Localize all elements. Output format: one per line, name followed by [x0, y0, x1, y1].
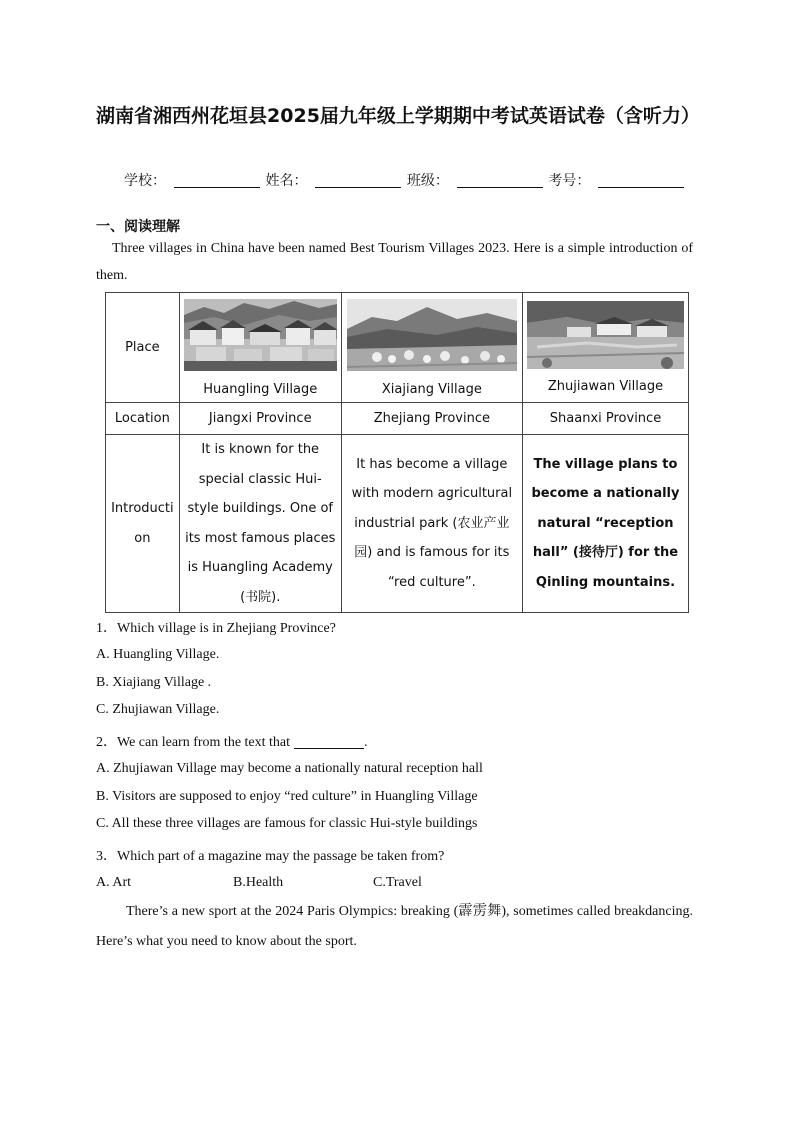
school-label: 学校：: [124, 173, 166, 189]
question-2-text: 2．We can learn from the text that: [96, 735, 291, 750]
class-blank: [457, 173, 543, 188]
village-name: Xiajiang Village: [381, 381, 482, 397]
question-2-stem: [96, 731, 368, 751]
village-cell-huangling: [179, 293, 341, 403]
introduction-cell: It is known for the special classic Hui-style buildings. One of its most famous places is Huangling Academy (书院).: [179, 435, 341, 613]
question-1-option-c: C. Zhujiawan Village.: [96, 702, 220, 717]
question-3-option-b: B.Health: [233, 875, 284, 890]
question-3-stem: 3．Which part of a magazine may the passage be taken from?: [96, 849, 445, 864]
school-blank: [174, 173, 260, 188]
village-cell-xiajiang: [341, 293, 522, 403]
villages-table: [105, 292, 689, 613]
class-label: 班级：: [406, 173, 449, 189]
table-row-introduction: [106, 435, 689, 613]
number-label: 考号：: [548, 173, 591, 189]
huangling-village-photo: [184, 299, 337, 371]
location-cell: Zhejiang Province: [341, 403, 522, 435]
xiajiang-village-photo: [347, 299, 517, 371]
row-label-place: Place: [106, 293, 180, 403]
student-info-line: [124, 170, 685, 190]
question-1-option-b: B. Xiajiang Village .: [96, 675, 212, 690]
reading-intro: Three villages in China have been named Best Tourism Villages 2023. Here is a simple introduction of them.: [96, 241, 693, 283]
passage-2-intro: There’s a new sport at the 2024 Paris Olympics: breaking (霹雳舞), sometimes called breakdancing. Here’s what you need to know about the sport.: [96, 904, 693, 949]
table-row-place: [106, 293, 689, 403]
introduction-cell: It has become a village with modern agricultural industrial park (农业产业园) and is famous for its “red culture”.: [341, 435, 522, 613]
village-cell-zhujiawan: [522, 293, 688, 403]
name-label: 姓名：: [265, 173, 308, 189]
table-row-location: [106, 403, 689, 435]
question-2-option-a: A. Zhujiawan Village may become a nationally natural reception hall: [96, 761, 483, 776]
answer-blank: [294, 734, 364, 749]
village-name: Huangling Village: [203, 381, 318, 397]
question-1-stem: 1．Which village is in Zhejiang Province?: [96, 621, 336, 636]
question-1-option-a: A. Huangling Village.: [96, 647, 220, 662]
question-3-option-a: A. Art: [96, 875, 131, 890]
question-3-option-c: C.Travel: [373, 875, 422, 890]
question-2-option-c: C. All these three villages are famous for classic Hui-style buildings: [96, 816, 478, 831]
village-name: Zhujiawan Village: [547, 379, 664, 394]
name-blank: [315, 173, 401, 188]
section-heading: 一、阅读理解: [96, 219, 180, 235]
exam-title: 湖南省湘西州花垣县2025届九年级上学期期中考试英语试卷（含听力）: [96, 105, 700, 127]
location-cell: Jiangxi Province: [179, 403, 341, 435]
location-cell: Shaanxi Province: [522, 403, 688, 435]
zhujiawan-village-photo: [527, 301, 684, 369]
row-label-introduction: Introduction: [106, 435, 180, 613]
introduction-cell: The village plans to become a nationally natural “reception hall” (接待厅) for the Qinling mountains.: [522, 435, 688, 613]
number-blank: [598, 173, 684, 188]
row-label-location: Location: [106, 403, 180, 435]
question-2-option-b: B. Visitors are supposed to enjoy “red culture” in Huangling Village: [96, 789, 478, 804]
question-2-end: .: [364, 735, 368, 750]
